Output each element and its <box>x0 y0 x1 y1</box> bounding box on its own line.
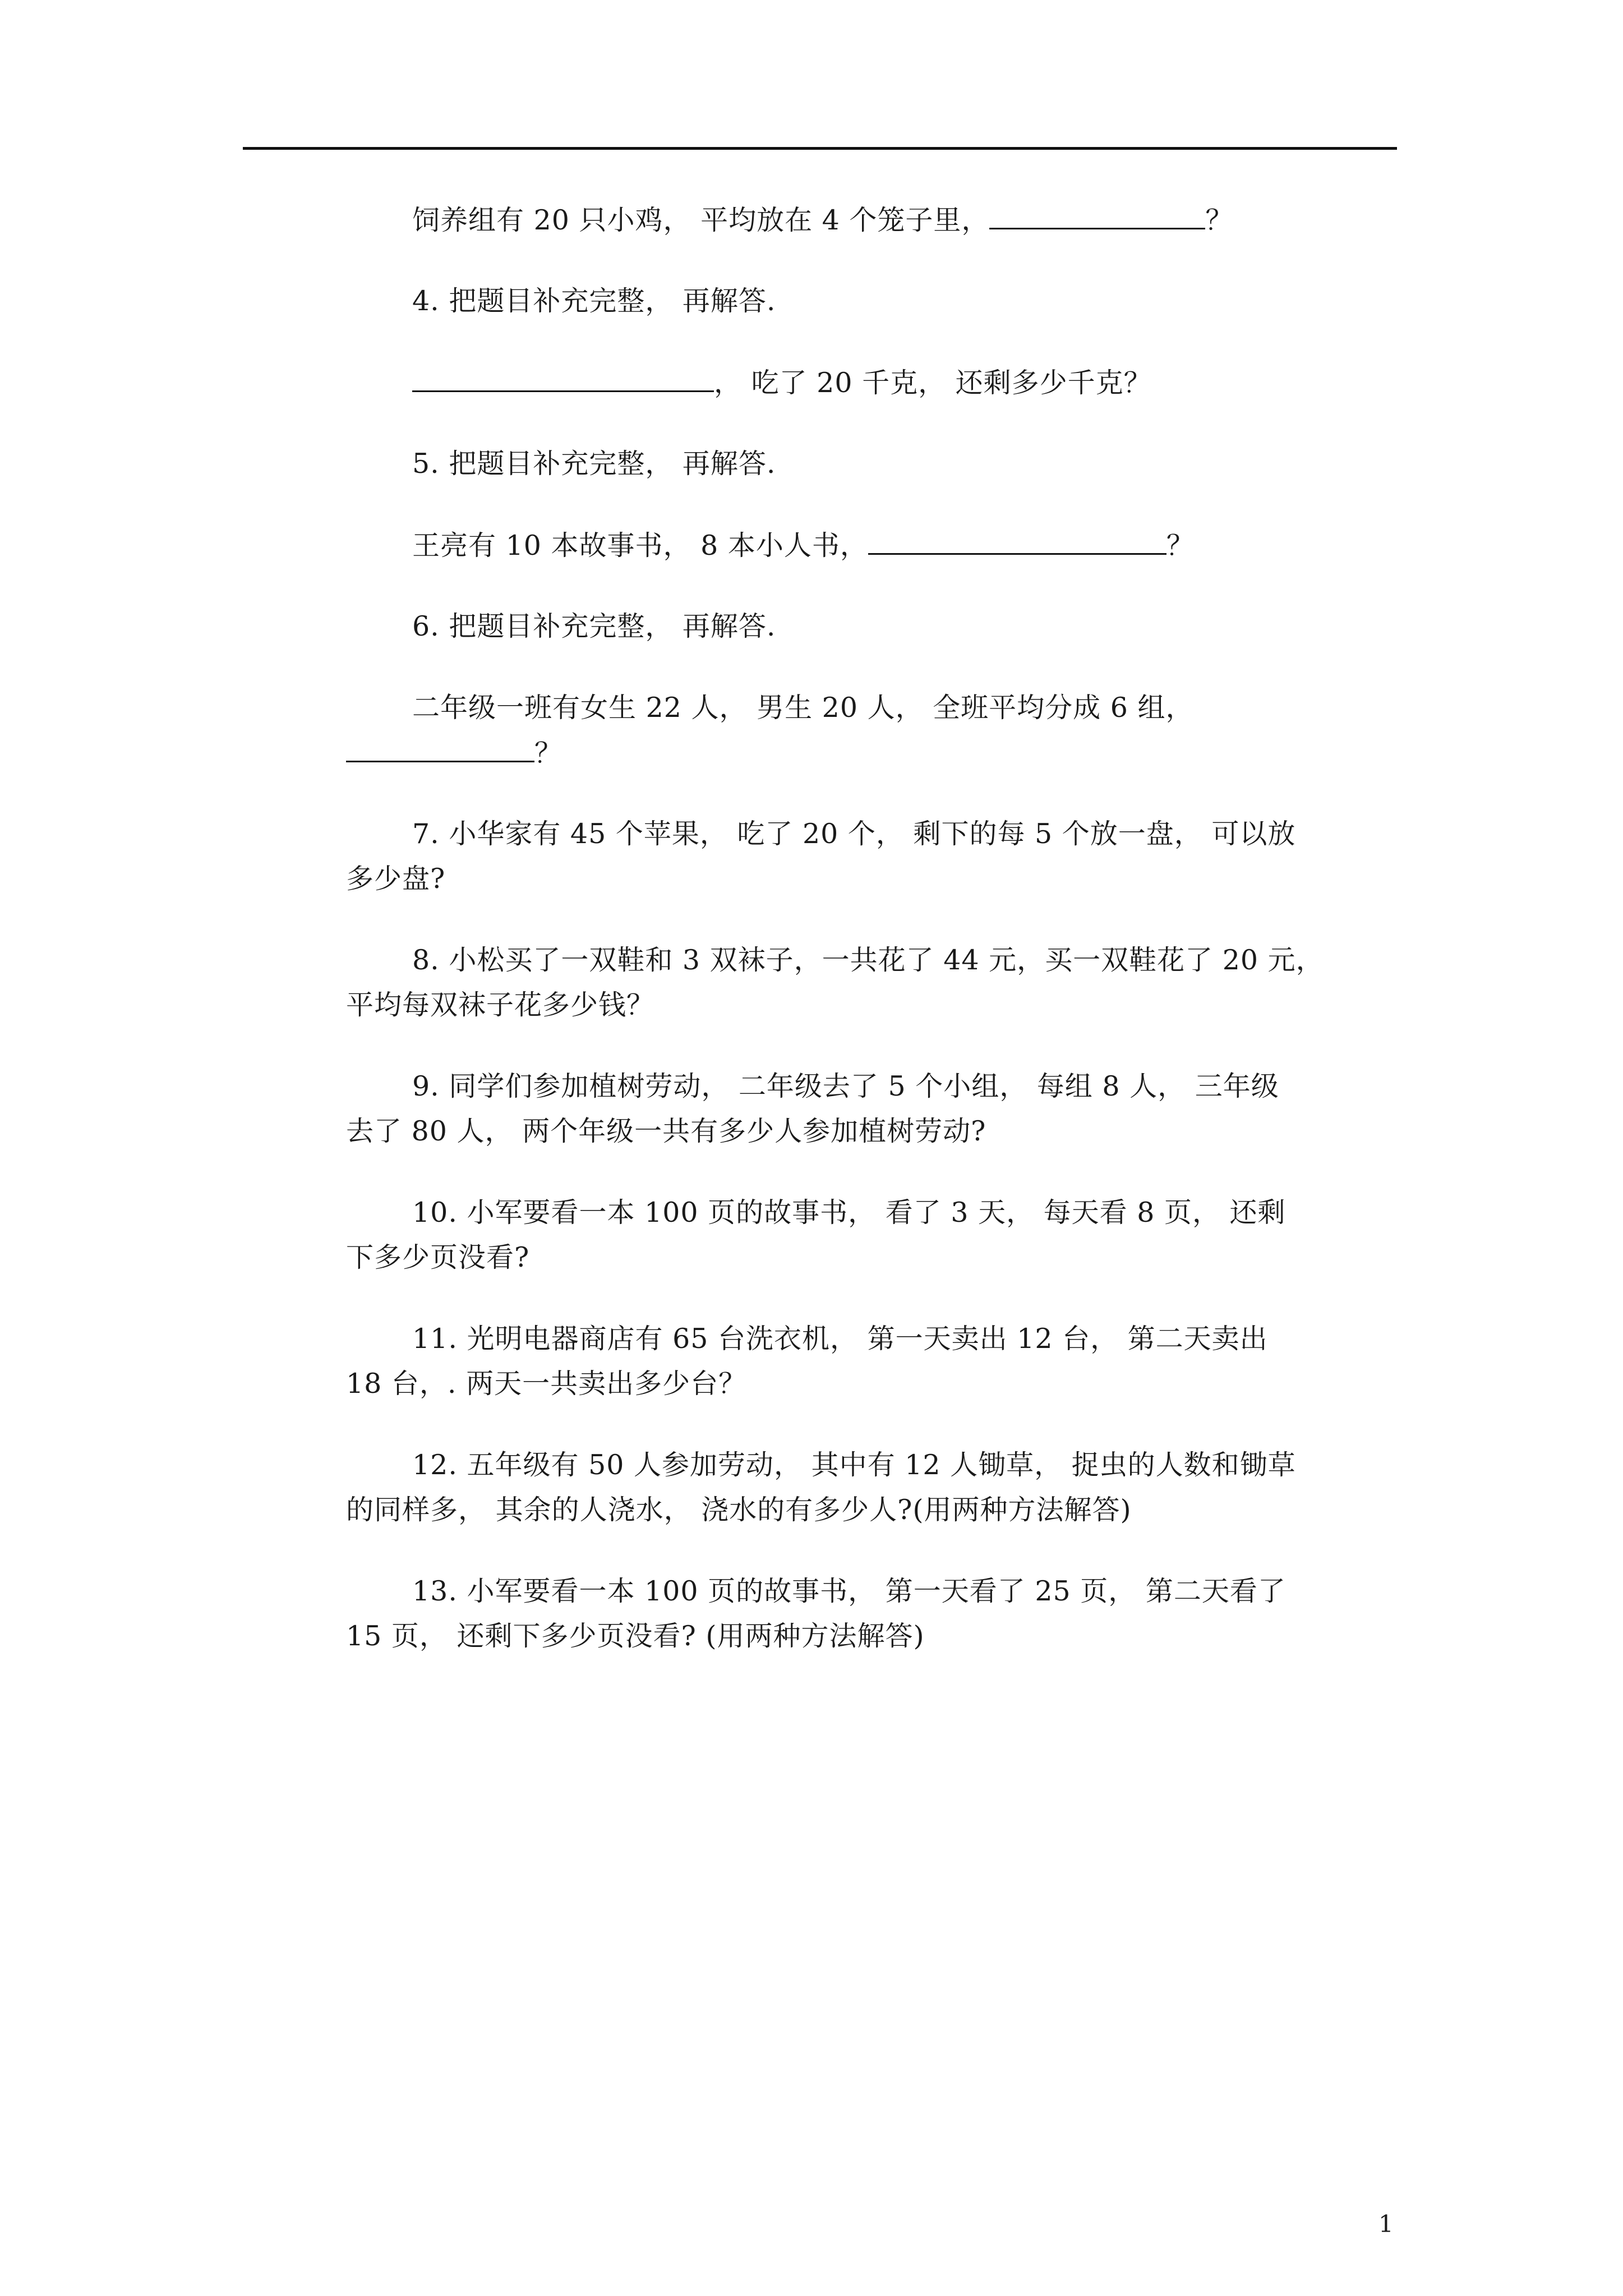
answer-blank[interactable] <box>868 528 1166 555</box>
answer-blank[interactable] <box>412 366 714 392</box>
problem-5-stem: 王亮有 10 本故事书， 8 本小人书， <box>412 530 868 562</box>
problem-8-line-2: 平均每双袜子花多少钱？ <box>346 989 655 1021</box>
problem-13-line-2: 15 页， 还剩下多少页没看? (用两种方法解答) <box>346 1620 925 1652</box>
problem-11-line-1: 11. 光明电器商店有 65 台洗衣机， 第一天卖出 12 台， 第二天卖出 <box>412 1323 1268 1355</box>
problem-8-line-1: 8. 小松买了一双鞋和 3 双袜子，一共花了 44 元，买一双鞋花了 20 元， <box>412 944 1324 976</box>
problem-7-line-1: 7. 小华家有 45 个苹果， 吃了 20 个， 剩下的每 5 个放一盘， 可以放 <box>412 818 1296 850</box>
answer-blank[interactable] <box>346 736 534 762</box>
problem-5-text <box>412 528 1195 563</box>
problem-4-stem: ， 吃了 20 千克， 还剩多少千克？ <box>714 367 1152 399</box>
problem-11-line-2: 18 台，. 两天一共卖出多少台？ <box>346 1368 747 1400</box>
problem-10-line-2: 下多少页没看? <box>346 1241 530 1273</box>
problem-9-line-1: 9. 同学们参加植树劳动， 二年级去了 5 个小组， 每组 8 人， 三年级 <box>412 1070 1279 1102</box>
header-rule <box>243 147 1397 150</box>
problem-6-end: ？ <box>534 737 563 769</box>
problem-7-line-2: 多少盘? <box>346 863 446 895</box>
problem-9-line-2: 去了 80 人， 两个年级一共有多少人参加植树劳动? <box>346 1115 986 1147</box>
answer-blank[interactable] <box>989 203 1205 229</box>
problem-3-stem: 饲养组有 20 只小鸡， 平均放在 4 个笼子里， <box>412 204 990 236</box>
problem-6-line-1: 二年级一班有女生 22 人， 男生 20 人， 全班平均分成 6 组， <box>412 692 1194 724</box>
problem-6-line-2 <box>346 736 562 770</box>
problem-13-line-1: 13. 小军要看一本 100 页的故事书， 第一天看了 25 页， 第二天看了 <box>412 1575 1286 1607</box>
problem-4-title: 4. 把题目补充完整， 再解答. <box>412 285 776 317</box>
page-number: 1 <box>1378 2210 1394 2238</box>
problem-5-end: ？ <box>1166 530 1195 562</box>
problem-3-text <box>412 203 1233 237</box>
problem-5-title: 5. 把题目补充完整， 再解答. <box>412 448 776 480</box>
problem-12-line-1: 12. 五年级有 50 人参加劳动， 其中有 12 人锄草， 捉虫的人数和锄草 <box>412 1449 1296 1481</box>
problem-4-text <box>412 366 1152 400</box>
problem-10-line-1: 10. 小军要看一本 100 页的故事书， 看了 3 天， 每天看 8 页， 还剩 <box>412 1197 1286 1228</box>
problem-6-title: 6. 把题目补充完整， 再解答. <box>412 610 776 642</box>
problem-3-end: ？ <box>1205 204 1234 236</box>
problem-12-line-2: 的同样多， 其余的人浇水， 浇水的有多少人?(用两种方法解答) <box>346 1494 1132 1526</box>
